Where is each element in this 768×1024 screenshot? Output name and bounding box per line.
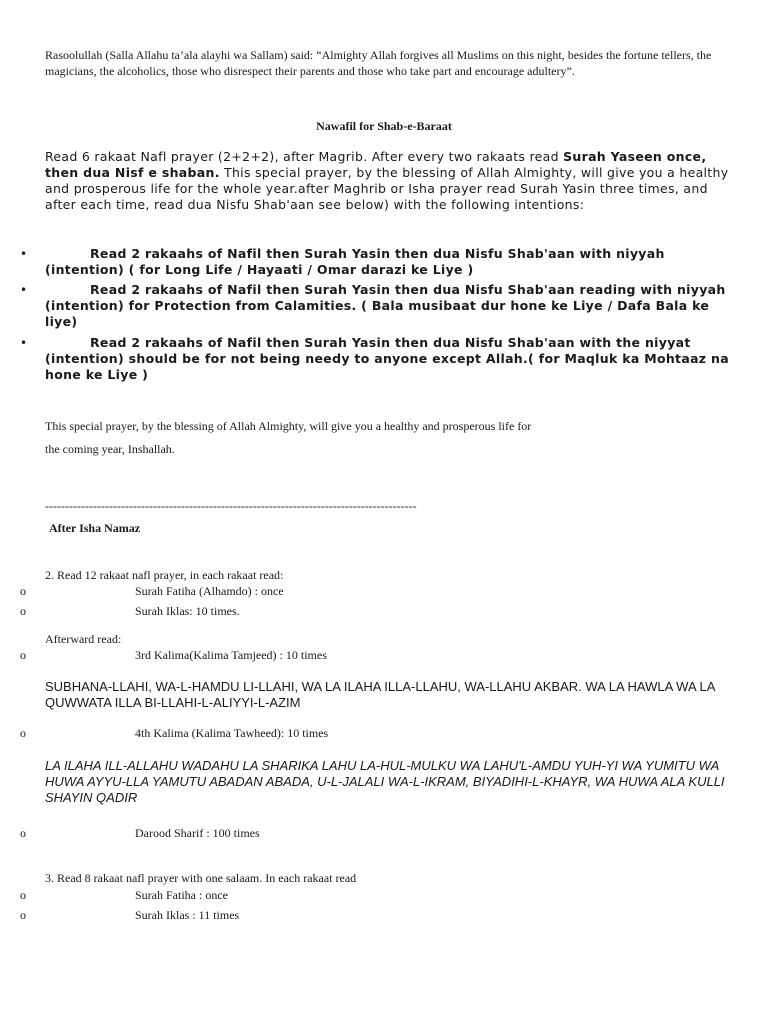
list-item: Read 2 rakaahs of Nafil then Surah Yasin then dua Nisfu Shab'aan with niyyah (intention) ( for Long Life / Hayaati / Omar darazi ke Liye ) xyxy=(45,246,665,277)
intro-paragraph: Rasoolullah (Salla Allahu ta’ala alayhi wa Sallam) said: “Almighty Allah forgives all Muslims on this night, besides the fortune tellers, the magicians, the alcoholics, those who disrespect their parents and those who take part and encourage adultery”. xyxy=(45,48,712,78)
list-item: Read 2 rakaahs of Nafil then Surah Yasin then dua Nisfu Shab'aan with the niyyat (intention) should be for not being needy to anyone except Allah.( for Maqluk ka Mohtaaz na hone ke Liye ) xyxy=(45,335,729,382)
nawafil-paragraph xyxy=(45,149,735,213)
bullet-symbol: • xyxy=(20,336,28,350)
nawafil-paragraph-pre: Read 6 rakaat Nafl prayer (2+2+2), after Magrib. After every two rakaats read xyxy=(45,149,564,164)
kalima3-label: 3rd Kalima(Kalima Tamjeed) : 10 times xyxy=(135,648,327,662)
bullet-symbol: • xyxy=(20,247,28,261)
nawafil-heading: Nawafil for Shab-e-Baraat xyxy=(316,119,452,133)
kalima4-label: 4th Kalima (Kalima Tawheed): 10 times xyxy=(135,726,329,740)
isha-heading: After Isha Namaz xyxy=(49,521,141,535)
kalima3-text: SUBHANA-LLAHI, WA-L-HAMDU LI-LLAHI, WA LA ILAHA ILLA-LLAHU, WA-LLAHU AKBAR. WA LA HAWLA WA LA QUWWATA ILLA BI-LLAHI-L-ALIYYI-L-AZIM xyxy=(45,679,715,710)
afterward-label: Afterward read: xyxy=(45,632,122,646)
darood-label: Darood Sharif : 100 times xyxy=(135,826,260,840)
circle-bullet: o xyxy=(20,604,26,618)
list-item: Surah Iklas : 11 times xyxy=(135,908,240,922)
bullet-symbol: • xyxy=(20,283,28,297)
section2-title: 2. Read 12 rakaat nafl prayer, in each rakaat read: xyxy=(45,568,284,582)
circle-bullet: o xyxy=(20,908,26,922)
nawafil-paragraph-post: This special prayer, by the blessing of Allah Almighty, will give you a healthy and prosperous life for the whole year.after Maghrib or Isha prayer read Surah Yasin three times, and after each time, read dua Nisfu Shab'aan see below) with the following intentions: xyxy=(45,165,729,212)
circle-bullet: o xyxy=(20,648,26,662)
kalima4-text: LA ILAHA ILL-ALLAHU WADAHU LA SHARIKA LAHU LA-HUL-MULKU WA LAHU'L-AMDU YUH-YI WA YUMITU WA HUWA AYYU-LLA YAMUTU ABADAN ABADA, U-L-JALALI WA-L-IKRAM, BIYADIHI-L-KHAYR, WA HUWA ALA KULLI SHAYIN QADIR xyxy=(45,758,725,805)
list-item: Surah Fatiha : once xyxy=(135,888,228,902)
dashed-divider: --------------------------------------------------------------------------------------------- xyxy=(45,499,417,513)
closing-line-2: the coming year, Inshallah. xyxy=(45,442,175,456)
circle-bullet: o xyxy=(20,888,26,902)
list-item: Surah Iklas: 10 times. xyxy=(135,604,240,618)
section3-title: 3. Read 8 rakaat nafl prayer with one salaam. In each rakaat read xyxy=(45,871,357,885)
list-item: Read 2 rakaahs of Nafil then Surah Yasin then dua Nisfu Shab'aan reading with niyyah (intention) for Protection from Calamities. ( Bala musibaat dur hone ke Liye / Dafa Bala ke liye) xyxy=(45,282,726,329)
circle-bullet: o xyxy=(20,726,26,740)
closing-line-1: This special prayer, by the blessing of Allah Almighty, will give you a healthy and prosperous life for xyxy=(45,419,532,433)
nawafil-paragraph-bold: Surah Yaseen once, then dua Nisf e shaban. xyxy=(45,149,707,180)
circle-bullet: o xyxy=(20,584,26,598)
circle-bullet: o xyxy=(20,826,26,840)
list-item: Surah Fatiha (Alhamdo) : once xyxy=(135,584,284,598)
